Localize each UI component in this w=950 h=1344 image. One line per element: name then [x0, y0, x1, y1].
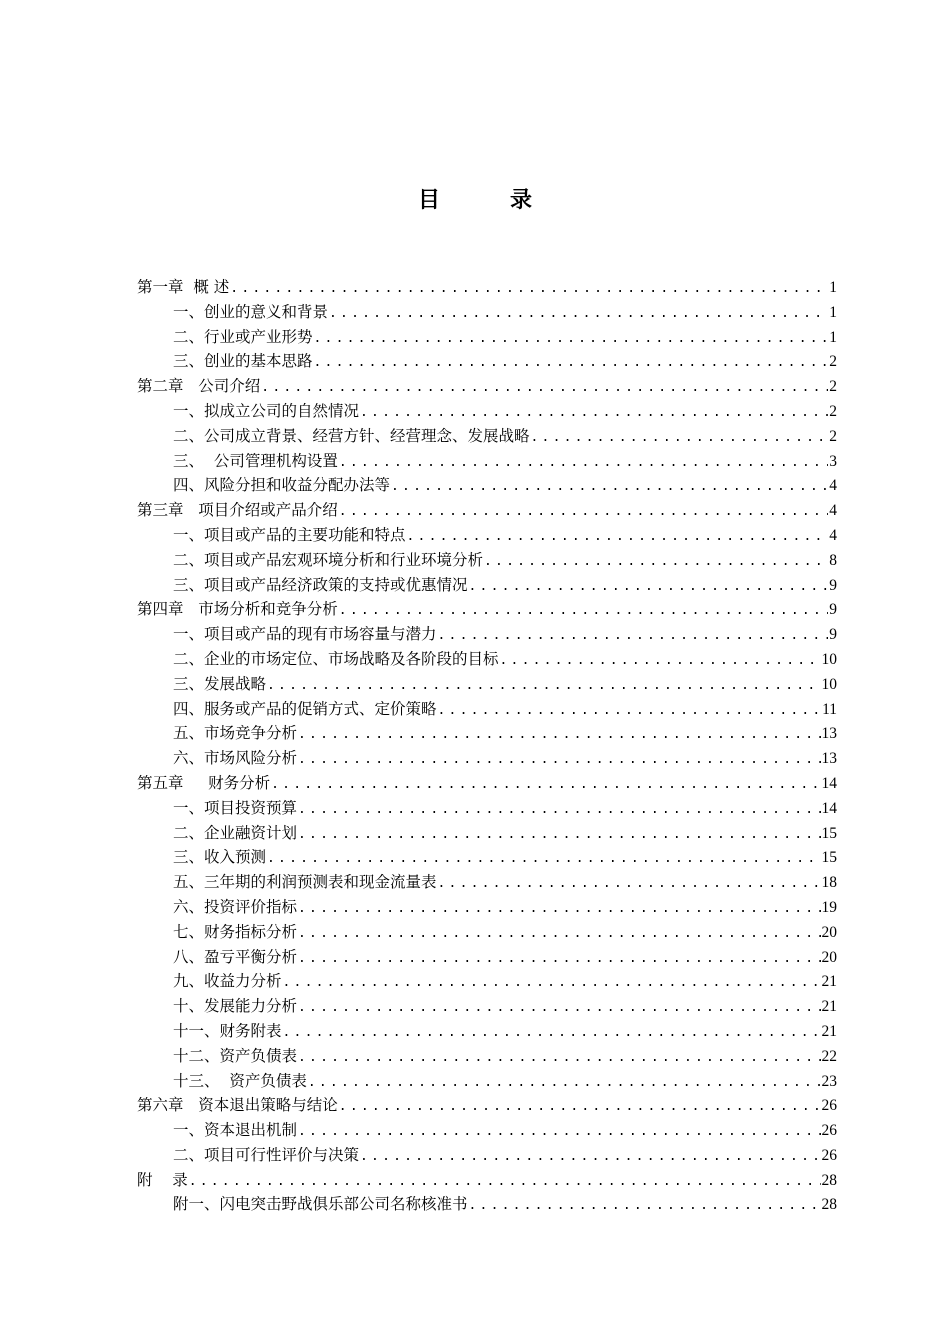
toc-dot-leader — [438, 624, 829, 649]
toc-page-number: 21 — [821, 1022, 837, 1040]
toc-dot-leader — [298, 897, 820, 922]
toc-dot-leader — [298, 748, 820, 773]
toc-dot-leader — [531, 426, 829, 451]
toc-section-entry[interactable] — [137, 622, 837, 647]
toc-dot-leader — [339, 1095, 821, 1120]
toc-page-number: 2 — [829, 402, 837, 420]
toc-section-entry[interactable] — [137, 1143, 837, 1168]
toc-section-entry[interactable] — [137, 1019, 837, 1044]
toc-entry-label: 三、发展战略 — [173, 674, 267, 693]
toc-page-number: 13 — [821, 750, 837, 768]
toc-entry-label: 第四章 市场分析和竞争分析 — [137, 600, 338, 619]
toc-entry-label: 附 录 — [137, 1170, 188, 1189]
toc-chapter-entry[interactable] — [137, 1168, 837, 1193]
toc-dot-leader — [298, 996, 820, 1021]
toc-dot-leader — [484, 550, 828, 575]
toc-dot-leader — [469, 575, 829, 600]
toc-entry-label: 四、服务或产品的促销方式、定价策略 — [173, 699, 437, 718]
toc-dot-leader — [500, 649, 821, 674]
toc-chapter-entry[interactable] — [137, 374, 837, 399]
toc-chapter-entry[interactable] — [137, 771, 837, 796]
toc-section-entry[interactable] — [137, 1118, 837, 1143]
toc-dot-leader — [261, 376, 828, 401]
toc-entry-label: 二、企业的市场定位、市场战略及各阶段的目标 — [173, 649, 499, 668]
toc-section-entry[interactable] — [137, 920, 837, 945]
toc-entry-label: 一、项目投资预算 — [173, 798, 298, 817]
toc-page-number: 2 — [829, 353, 837, 371]
toc-entry-label: 五、三年期的利润预测表和现金流量表 — [173, 873, 437, 892]
toc-page-number: 22 — [821, 1047, 837, 1065]
toc-dot-leader — [189, 1170, 821, 1195]
toc-section-entry[interactable] — [137, 994, 837, 1019]
toc-dot-leader — [298, 922, 820, 947]
toc-entry-label: 七、财务指标分析 — [173, 922, 298, 941]
toc-entry-label: 八、盈亏平衡分析 — [173, 947, 298, 966]
toc-page-number: 11 — [822, 700, 837, 718]
toc-dot-leader — [329, 302, 828, 327]
toc-page-number: 19 — [821, 898, 837, 916]
toc-dot-leader — [360, 1145, 820, 1170]
toc-page-number: 1 — [829, 279, 837, 296]
toc-dot-leader — [298, 823, 820, 848]
toc-page-number: 3 — [829, 452, 837, 470]
toc-page-number: 14 — [821, 799, 837, 817]
toc-section-entry[interactable] — [137, 424, 837, 449]
toc-entry-label: 九、收益力分析 — [173, 972, 282, 991]
toc-page-number: 18 — [821, 874, 837, 892]
toc-section-entry[interactable] — [137, 399, 837, 424]
toc-section-entry[interactable] — [137, 300, 837, 325]
toc-chapter-entry[interactable] — [137, 275, 837, 300]
toc-section-entry[interactable] — [137, 746, 837, 771]
toc-dot-leader — [298, 947, 820, 972]
toc-dot-leader — [267, 674, 820, 699]
toc-entry-label: 三、创业的基本思路 — [173, 352, 313, 371]
toc-section-entry[interactable] — [137, 1044, 837, 1069]
toc-page-number: 10 — [821, 675, 837, 693]
toc-dot-leader — [438, 699, 822, 724]
toc-page-number: 21 — [821, 998, 837, 1016]
toc-page-number: 1 — [829, 303, 837, 321]
toc-page-number: 4 — [829, 526, 837, 544]
toc-page-number: 2 — [829, 378, 837, 396]
toc-dot-leader — [230, 277, 828, 302]
toc-section-entry[interactable] — [137, 548, 837, 573]
toc-section-entry[interactable] — [137, 721, 837, 746]
toc-page-number: 9 — [829, 576, 837, 594]
toc-page-number: 20 — [821, 923, 837, 941]
toc-page-number: 9 — [829, 601, 837, 619]
toc-entry-label: 附一、闪电突击野战俱乐部公司名称核准书 — [173, 1195, 468, 1214]
toc-page-number: 13 — [821, 725, 837, 743]
toc-dot-leader — [407, 525, 829, 550]
toc-page-number: 28 — [821, 1171, 837, 1189]
toc-dot-leader — [308, 1071, 821, 1096]
toc-entry-label: 十三、 资产负债表 — [173, 1071, 307, 1090]
toc-entry-label: 二、企业融资计划 — [173, 823, 298, 842]
toc-entry-label: 三、收入预测 — [173, 848, 267, 867]
toc-entry-label: 十一、财务附表 — [173, 1021, 282, 1040]
toc-chapter-entry[interactable] — [137, 1093, 837, 1118]
page-title: 目 录 — [417, 187, 556, 213]
toc-entry-label: 三、项目或产品经济政策的支持或优惠情况 — [173, 575, 468, 594]
toc-entry-label: 六、投资评价指标 — [173, 897, 298, 916]
toc-page-number: 4 — [829, 502, 837, 520]
toc-page-number: 4 — [829, 477, 837, 495]
toc-section-entry[interactable] — [137, 473, 837, 498]
toc-entry-label: 一、项目或产品的主要功能和特点 — [173, 525, 406, 544]
toc-page-number: 1 — [829, 328, 837, 346]
toc-dot-leader — [339, 599, 828, 624]
toc-entry-label: 第一章 概 述 — [137, 278, 230, 296]
toc-entry-label: 十、发展能力分析 — [173, 997, 298, 1016]
toc-entry-label: 二、行业或产业形势 — [173, 327, 313, 346]
toc-dot-leader — [438, 872, 821, 897]
toc-section-entry[interactable] — [137, 796, 837, 821]
toc-entry-label: 三、 公司管理机构设置 — [173, 451, 338, 470]
toc-section-entry[interactable] — [137, 945, 837, 970]
toc-section-entry[interactable] — [137, 969, 837, 994]
toc-section-entry[interactable] — [137, 1069, 837, 1094]
toc-entry-label: 第三章 项目介绍或产品介绍 — [137, 501, 338, 520]
toc-page-number: 21 — [821, 973, 837, 991]
toc-entry-label: 一、资本退出机制 — [173, 1121, 298, 1140]
toc-page-number: 26 — [821, 1146, 837, 1164]
toc-entry-label: 第六章 资本退出策略与结论 — [137, 1096, 338, 1115]
toc-entry-label: 二、公司成立背景、经营方针、经营理念、发展战略 — [173, 426, 530, 445]
toc-dot-leader — [298, 1120, 820, 1145]
toc-entry-label: 十二、资产负债表 — [173, 1046, 298, 1065]
toc-page-number: 20 — [821, 948, 837, 966]
toc-page-number: 2 — [829, 427, 837, 445]
toc-page-number: 14 — [821, 774, 837, 792]
toc-section-entry[interactable] — [137, 870, 837, 895]
toc-entry-label: 二、项目或产品宏观环境分析和行业环境分析 — [173, 550, 484, 569]
toc-section-entry[interactable] — [137, 1192, 837, 1217]
toc-page-number: 15 — [821, 849, 837, 867]
toc-page-number: 9 — [829, 626, 837, 644]
toc-dot-leader — [298, 798, 820, 823]
toc-section-entry[interactable] — [137, 845, 837, 870]
toc-dot-leader — [283, 971, 821, 996]
toc-section-entry[interactable] — [137, 672, 837, 697]
toc-page-number: 28 — [821, 1196, 837, 1214]
toc-entry-label: 五、市场竞争分析 — [173, 724, 298, 743]
table-of-contents — [137, 275, 837, 1217]
toc-section-entry[interactable] — [137, 895, 837, 920]
toc-dot-leader — [360, 401, 828, 426]
toc-dot-leader — [314, 327, 829, 352]
toc-section-entry[interactable] — [137, 523, 837, 548]
toc-entry-label: 四、风险分担和收益分配办法等 — [173, 476, 391, 495]
toc-entry-label: 第二章 公司介绍 — [137, 377, 261, 396]
toc-entry-label: 第五章 财务分析 — [137, 773, 271, 792]
toc-page-number: 15 — [821, 824, 837, 842]
toc-page-number: 26 — [821, 1097, 837, 1115]
toc-section-entry[interactable] — [137, 697, 837, 722]
toc-page-number: 26 — [821, 1122, 837, 1140]
toc-dot-leader — [298, 723, 820, 748]
toc-dot-leader — [298, 1046, 820, 1071]
toc-section-entry[interactable] — [137, 349, 837, 374]
toc-entry-label: 二、项目可行性评价与决策 — [173, 1145, 360, 1164]
toc-chapter-entry[interactable] — [137, 597, 837, 622]
toc-section-entry[interactable] — [137, 821, 837, 846]
toc-section-entry[interactable] — [137, 325, 837, 350]
toc-page-number: 10 — [821, 650, 837, 668]
toc-section-entry[interactable] — [137, 449, 837, 474]
toc-entry-label: 六、市场风险分析 — [173, 749, 298, 768]
toc-entry-label: 一、创业的意义和背景 — [173, 302, 329, 321]
toc-entry-label: 一、项目或产品的现有市场容量与潜力 — [173, 625, 437, 644]
toc-section-entry[interactable] — [137, 647, 837, 672]
toc-dot-leader — [314, 351, 829, 376]
toc-dot-leader — [339, 451, 828, 476]
toc-dot-leader — [339, 500, 828, 525]
toc-dot-leader — [271, 773, 820, 798]
toc-page-number: 8 — [829, 551, 837, 569]
toc-section-entry[interactable] — [137, 573, 837, 598]
toc-chapter-entry[interactable] — [137, 498, 837, 523]
toc-page-number: 23 — [821, 1072, 837, 1090]
toc-dot-leader — [391, 475, 828, 500]
toc-dot-leader — [283, 1021, 821, 1046]
toc-entry-label: 一、拟成立公司的自然情况 — [173, 401, 360, 420]
toc-dot-leader — [267, 847, 820, 872]
toc-dot-leader — [469, 1194, 821, 1219]
